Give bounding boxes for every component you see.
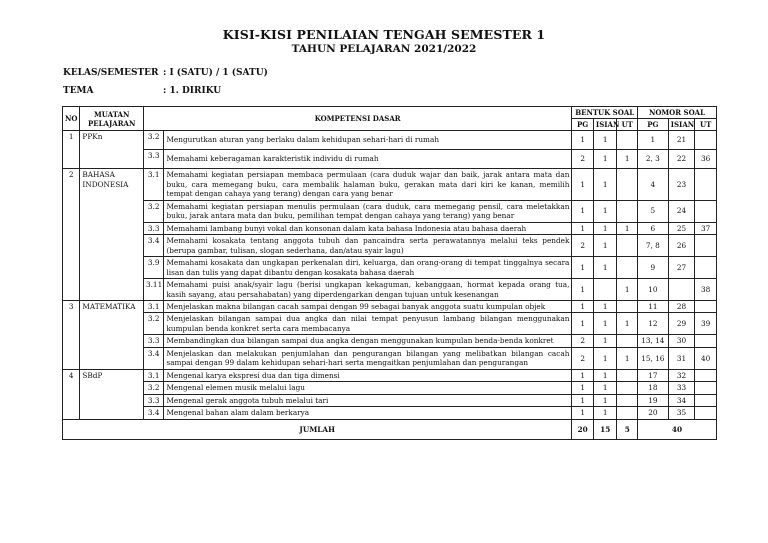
nomor-pg: 5 [637, 200, 668, 222]
nomor-pg: 6 [637, 222, 668, 234]
kelas-semester-line [63, 68, 268, 78]
bentuk-pg: 1 [572, 301, 594, 313]
header-kompetensi-dasar: KOMPETENSI DASAR [143, 107, 571, 131]
bentuk-pg: 1 [572, 407, 594, 419]
row-mapel: PPKn [80, 131, 144, 169]
nomor-ut [695, 301, 717, 313]
nomor-isian: 32 [668, 369, 695, 381]
bentuk-isian: 1 [593, 131, 617, 150]
nomor-pg: 13, 14 [637, 335, 668, 347]
nomor-isian: 27 [668, 257, 695, 279]
nomor-isian: 35 [668, 407, 695, 419]
bentuk-ut [617, 169, 638, 200]
kd-number: 3.1 [143, 369, 163, 381]
bentuk-pg: 1 [572, 131, 594, 150]
bentuk-ut [617, 394, 638, 406]
bentuk-isian: 1 [593, 382, 617, 394]
table-row [63, 369, 717, 381]
nomor-pg: 2, 3 [637, 150, 668, 169]
bentuk-isian: 1 [593, 200, 617, 222]
bentuk-ut: 1 [617, 150, 638, 169]
kd-text: Memahami kosakata tentang anggota tubuh dan pancaindra serta perawatannya melalui teks pendek (berupa gambar, tulisan, slogan sederhana, dan/atau syair lagu) [164, 235, 572, 257]
kd-number: 3.2 [143, 131, 163, 150]
nomor-pg: 17 [637, 369, 668, 381]
nomor-ut [695, 131, 717, 150]
row-mapel: MATEMATIKA [80, 301, 144, 370]
nomor-isian: 29 [668, 313, 695, 335]
document-title: KISI-KISI PENILAIAN TENGAH SEMESTER 1 [222, 27, 546, 42]
kisi-kisi-table [62, 106, 717, 440]
header-nomor-soal: NOMOR SOAL [637, 107, 716, 119]
kd-text: Memahami kegiatan persiapan membaca permulaan (cara duduk wajar dan baik, jarak antara mata dan buku, cara memegang buku, cara membalik halaman buku, gerakan mata dari kiri ke kanan, memilih tempat dengan cahaya yang terang) dengan cara yang benar [164, 169, 572, 200]
nomor-pg: 7, 8 [637, 235, 668, 257]
bentuk-pg: 2 [572, 335, 594, 347]
kd-number: 3.3 [143, 394, 163, 406]
kd-number: 3.11 [143, 279, 163, 301]
jumlah-label: JUMLAH [63, 419, 572, 439]
document-subtitle: TAHUN PELAJARAN 2021/2022 [291, 43, 477, 55]
bentuk-pg: 1 [572, 382, 594, 394]
nomor-ut [695, 335, 717, 347]
row-mapel: BAHASA INDONESIA [80, 169, 144, 301]
kd-text: Menjelaskan makna bilangan cacah sampai dengan 99 sebagai banyak anggota suatu kumpulan objek [164, 301, 572, 313]
nomor-pg: 1 [637, 131, 668, 150]
kd-number: 3.3 [143, 335, 163, 347]
kd-text: Menjelaskan dan melakukan penjumlahan dan pengurangan bilangan yang melibatkan bilangan cacah sampai dengan 99 dalam kehidupan sehari-hari serta mengaitkan penjumlahan dan pengurangan [164, 347, 572, 369]
bentuk-pg: 1 [572, 279, 594, 301]
nomor-isian: 30 [668, 335, 695, 347]
kd-text: Mengenal gerak anggota tubuh melalui tari [164, 394, 572, 406]
kd-text: Memahami puisi anak/syair lagu (berisi ungkapan kekaguman, kebanggaan, hormat kepada orang tua, kasih sayang, atau persahabatan) yang diperdengarkan dengan tujuan untuk kesenangan [164, 279, 572, 301]
header-nomor-pg: PG [637, 119, 668, 131]
kd-text: Mengenal elemen musik melalui lagu [164, 382, 572, 394]
nomor-isian: 28 [668, 301, 695, 313]
header-isian: ISIAN [593, 119, 617, 131]
bentuk-ut [617, 369, 638, 381]
bentuk-isian: 1 [593, 257, 617, 279]
nomor-ut [695, 382, 717, 394]
nomor-ut: 40 [695, 347, 717, 369]
table-row [63, 407, 717, 419]
jumlah-isian: 15 [593, 419, 617, 439]
bentuk-isian: 1 [593, 394, 617, 406]
nomor-pg: 20 [637, 407, 668, 419]
nomor-isian: 25 [668, 222, 695, 234]
bentuk-isian: 1 [593, 347, 617, 369]
kd-number: 3.2 [143, 200, 163, 222]
kd-number: 3.4 [143, 235, 163, 257]
nomor-pg: 4 [637, 169, 668, 200]
table-row [63, 335, 717, 347]
kd-text: Mengurutkan aturan yang berlaku dalam kehidupan sehari-hari di rumah [164, 131, 572, 150]
bentuk-pg: 2 [572, 235, 594, 257]
jumlah-ut: 5 [617, 419, 638, 439]
nomor-isian [668, 279, 695, 301]
nomor-ut [695, 200, 717, 222]
jumlah-nomor: 40 [637, 419, 716, 439]
bentuk-pg: 1 [572, 169, 594, 200]
nomor-ut [695, 407, 717, 419]
bentuk-pg: 1 [572, 222, 594, 234]
table-body [63, 131, 717, 440]
kd-number: 3.4 [143, 347, 163, 369]
kd-number: 3.2 [143, 382, 163, 394]
header-pg: PG [572, 119, 594, 131]
bentuk-pg: 1 [572, 369, 594, 381]
bentuk-ut: 1 [617, 279, 638, 301]
kd-text: Memahami keberagaman karakteristik individu di rumah [164, 150, 572, 169]
bentuk-ut [617, 301, 638, 313]
nomor-isian: 21 [668, 131, 695, 150]
nomor-pg: 9 [637, 257, 668, 279]
table-row [63, 150, 717, 169]
tema-value: : 1. DIRIKU [163, 86, 222, 96]
kd-text: Mengenal karya ekspresi dua dan tiga dimensi [164, 369, 572, 381]
header-bentuk-soal: BENTUK SOAL [572, 107, 638, 119]
header-nomor-isian: ISIAN [668, 119, 695, 131]
table-row [63, 131, 717, 150]
kelas-value: : I (SATU) / 1 (SATU) [163, 68, 268, 78]
bentuk-pg: 1 [572, 394, 594, 406]
header-muatan-pelajaran: MUATAN PELAJARAN [80, 107, 144, 131]
table-row [63, 200, 717, 222]
jumlah-row [63, 419, 717, 439]
header-ut: UT [617, 119, 638, 131]
nomor-ut [695, 257, 717, 279]
row-no: 4 [63, 369, 80, 419]
bentuk-pg: 2 [572, 150, 594, 169]
bentuk-ut [617, 335, 638, 347]
kd-number: 3.3 [143, 222, 163, 234]
bentuk-ut: 1 [617, 222, 638, 234]
bentuk-isian: 1 [593, 169, 617, 200]
bentuk-isian: 1 [593, 301, 617, 313]
nomor-ut [695, 235, 717, 257]
bentuk-isian [593, 279, 617, 301]
table-row [63, 279, 717, 301]
bentuk-ut [617, 131, 638, 150]
kd-text: Memahami kegiatan persiapan menulis permulaan (cara duduk, cara memegang pensil, cara meletakkan buku, jarak antara mata dan buku, pemilihan tempat dengan cahaya yang terang) yang benar [164, 200, 572, 222]
nomor-isian: 31 [668, 347, 695, 369]
bentuk-pg: 1 [572, 257, 594, 279]
tema-line [63, 86, 221, 96]
bentuk-isian: 1 [593, 335, 617, 347]
kelas-label: KELAS/SEMESTER [63, 68, 159, 78]
kd-text: Memahami lambang bunyi vokal dan konsonan dalam kata bahasa Indonesia atau bahasa daerah [164, 222, 572, 234]
table-row [63, 222, 717, 234]
nomor-pg: 19 [637, 394, 668, 406]
row-no: 3 [63, 301, 80, 370]
table-row [63, 235, 717, 257]
kd-number: 3.1 [143, 169, 163, 200]
header-nomor-ut: UT [695, 119, 717, 131]
bentuk-isian: 1 [593, 235, 617, 257]
bentuk-isian: 1 [593, 407, 617, 419]
nomor-pg: 12 [637, 313, 668, 335]
row-mapel: SBdP [80, 369, 144, 419]
table-row [63, 382, 717, 394]
nomor-isian: 34 [668, 394, 695, 406]
kd-number: 3.3 [143, 150, 163, 169]
nomor-pg: 18 [637, 382, 668, 394]
row-no: 2 [63, 169, 80, 301]
row-no: 1 [63, 131, 80, 169]
nomor-ut: 38 [695, 279, 717, 301]
bentuk-ut: 1 [617, 347, 638, 369]
nomor-isian: 23 [668, 169, 695, 200]
kd-text: Mengenal bahan alam dalam berkarya [164, 407, 572, 419]
bentuk-isian: 1 [593, 222, 617, 234]
nomor-ut [695, 369, 717, 381]
table-row [63, 313, 717, 335]
kd-number: 3.4 [143, 407, 163, 419]
bentuk-ut [617, 257, 638, 279]
bentuk-ut: 1 [617, 313, 638, 335]
nomor-pg: 10 [637, 279, 668, 301]
table-row [63, 394, 717, 406]
jumlah-pg: 20 [572, 419, 594, 439]
nomor-ut [695, 169, 717, 200]
nomor-ut: 37 [695, 222, 717, 234]
bentuk-ut [617, 200, 638, 222]
bentuk-ut [617, 407, 638, 419]
bentuk-isian: 1 [593, 313, 617, 335]
nomor-isian: 26 [668, 235, 695, 257]
tema-label: TEMA [63, 86, 94, 96]
kd-text: Membandingkan dua bilangan sampai dua angka dengan menggunakan kumpulan benda-benda konkret [164, 335, 572, 347]
table-row [63, 257, 717, 279]
table-row [63, 301, 717, 313]
table-row [63, 347, 717, 369]
bentuk-ut [617, 235, 638, 257]
nomor-ut: 36 [695, 150, 717, 169]
table-row [63, 169, 717, 200]
kd-number: 3.1 [143, 301, 163, 313]
nomor-pg: 11 [637, 301, 668, 313]
kd-text: Memahami kosakata dan ungkapan perkenalan diri, keluarga, dan orang-orang di tempat tinggalnya secara lisan dan tulis yang dapat dibantu dengan kosakata bahasa daerah [164, 257, 572, 279]
header-no: NO [63, 107, 80, 131]
kd-text: Menjelaskan bilangan sampai dua angka dan nilai tempat penyusun lambang bilangan menggunakan kumpulan benda konkret serta cara membacanya [164, 313, 572, 335]
bentuk-pg: 1 [572, 200, 594, 222]
bentuk-isian: 1 [593, 150, 617, 169]
nomor-isian: 33 [668, 382, 695, 394]
kd-number: 3.2 [143, 313, 163, 335]
nomor-pg: 15, 16 [637, 347, 668, 369]
bentuk-isian: 1 [593, 369, 617, 381]
nomor-isian: 22 [668, 150, 695, 169]
table-header-row [63, 107, 717, 119]
bentuk-pg: 1 [572, 313, 594, 335]
nomor-ut [695, 394, 717, 406]
kd-number: 3.9 [143, 257, 163, 279]
nomor-ut: 39 [695, 313, 717, 335]
nomor-isian: 24 [668, 200, 695, 222]
bentuk-pg: 2 [572, 347, 594, 369]
bentuk-ut [617, 382, 638, 394]
